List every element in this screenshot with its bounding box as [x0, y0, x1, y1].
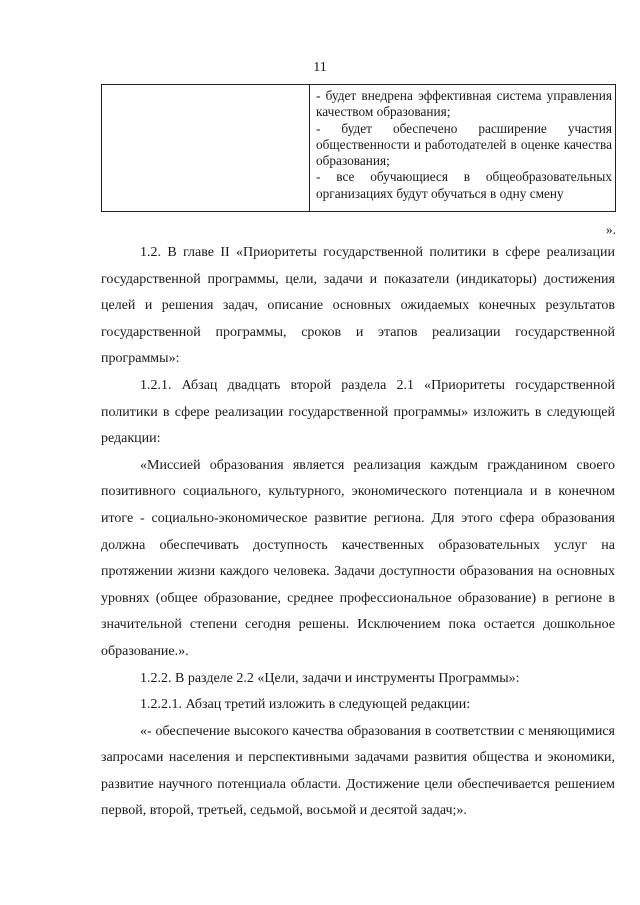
table-results-cell	[310, 85, 615, 211]
table-result-item: - будет обеспечено расширение участия общественности и работодателей в оценке качества образования;	[316, 120, 612, 169]
paragraph-1-2-2: 1.2.2. В разделе 2.2 «Цели, задачи и инструменты Программы»:	[140, 670, 520, 686]
document-body	[101, 240, 615, 825]
table-result-item: - все обучающиеся в общеобразовательных организациях будут обучаться в одну смену	[316, 169, 612, 201]
table-empty-cell	[102, 85, 310, 211]
paragraph-1-2: 1.2. В главе II «Приоритеты государственной политики в сфере реализации государственной программы, цели, задачи и показатели (индикаторы) достижения целей и решения задач, описание основных ожидаемых конечных результатов государственной программы, сроков и этапов реализации государственной программы»:	[101, 245, 615, 367]
paragraph-goal-quote: «- обеспечение высокого качества образования в соответствии с меняющимися запросами населения и перспективными задачами развития общества и экономики, развитие научного потенциала области. Достижение цели обеспечивается решением первой, второй, третьей, седьмой, восьмой и десятой задач;».	[101, 723, 615, 819]
continuation-table	[101, 84, 616, 212]
table-closing-quote: ».	[605, 222, 616, 237]
paragraph-1-2-1: 1.2.1. Абзац двадцать второй раздела 2.1 «Приоритеты государственной политики в сфере реализации государственной программы» изложить в следующей редакции:	[101, 377, 615, 447]
paragraph-1-2-2-1: 1.2.2.1. Абзац третий изложить в следующей редакции:	[140, 697, 471, 713]
table-result-item: - будет внедрена эффективная система управления качеством образования;	[316, 88, 612, 120]
page-number: 11	[313, 60, 327, 75]
paragraph-mission-quote: «Миссией образования является реализация каждым гражданином своего позитивного социального, культурного, экономического потенциала и в конечном итоге - социально-экономическое развитие региона. Для этого сфера образования должна обеспечивать доступность качественных образовательных услуг на протяжении жизни каждого человека. Задачи доступности образования на основных уровнях (общее образование, среднее профессиональное образование) в регионе в значительной степени сегодня решены. Исключением пока остается дошкольное образование.».	[101, 457, 615, 659]
